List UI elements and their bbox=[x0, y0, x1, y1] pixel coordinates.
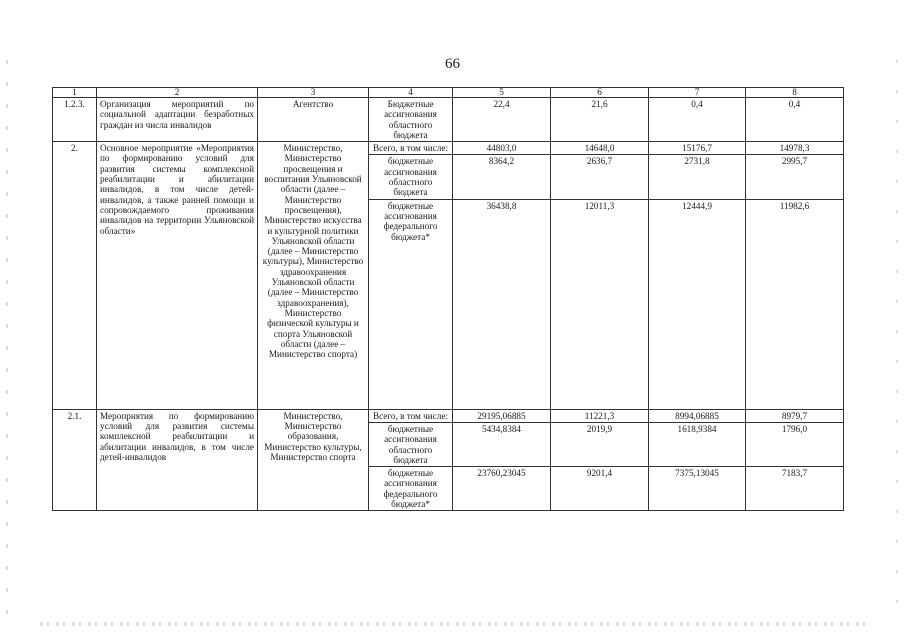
value-year-1: 11221,3 bbox=[551, 409, 649, 422]
table-row bbox=[53, 142, 844, 155]
row-number: 2. bbox=[53, 142, 97, 409]
scan-edge-left bbox=[6, 60, 8, 620]
value-total: 23760,23045 bbox=[453, 467, 551, 511]
activity-name: Организация мероприятий по социальной адаптации безработных граждан из числа инвалидов bbox=[97, 98, 258, 142]
column-header: 3 bbox=[258, 88, 369, 98]
column-header: 8 bbox=[746, 88, 844, 98]
column-header: 1 bbox=[53, 88, 97, 98]
scan-edge-right bbox=[896, 60, 898, 620]
funding-source: бюджетные ассигнования областного бюджета bbox=[369, 155, 453, 199]
value-year-3: 8979,7 bbox=[746, 409, 844, 422]
row-number: 2.1. bbox=[53, 409, 97, 511]
row-number: 1.2.3. bbox=[53, 98, 97, 142]
value-year-1: 12011,3 bbox=[551, 199, 649, 409]
funding-source: бюджетные ассигнования федерального бюджета* bbox=[369, 199, 453, 409]
value-year-1: 21,6 bbox=[551, 98, 649, 142]
funding-source: Всего, в том числе: bbox=[369, 142, 453, 155]
page-number: 66 bbox=[445, 56, 460, 72]
value-total: 8364,2 bbox=[453, 155, 551, 199]
value-year-3: 14978,3 bbox=[746, 142, 844, 155]
table-row bbox=[53, 98, 844, 142]
value-year-2: 12444,9 bbox=[649, 199, 746, 409]
value-total: 36438,8 bbox=[453, 199, 551, 409]
executor: Министерство, Министерство образования, Министерство культуры, Министерство спорта bbox=[258, 409, 369, 511]
activity-name: Мероприятия по формированию условий для развития системы комплексной реабилитации и абилитации инвалидов, в том числе детей-инвалидов bbox=[97, 409, 258, 511]
value-year-1: 9201,4 bbox=[551, 467, 649, 511]
funding-source: бюджетные ассигнования федерального бюджета* bbox=[369, 467, 453, 511]
value-total: 44803,0 bbox=[453, 142, 551, 155]
column-header: 7 bbox=[649, 88, 746, 98]
value-year-3: 7183,7 bbox=[746, 467, 844, 511]
value-year-2: 1618,9384 bbox=[649, 422, 746, 466]
column-header: 4 bbox=[369, 88, 453, 98]
funding-source: Бюджетные ассигнования областного бюджета bbox=[369, 98, 453, 142]
value-year-2: 7375,13045 bbox=[649, 467, 746, 511]
budget-table bbox=[52, 87, 844, 511]
funding-source: Всего, в том числе: bbox=[369, 409, 453, 422]
value-year-2: 8994,06885 bbox=[649, 409, 746, 422]
executor: Агентство bbox=[258, 98, 369, 142]
value-year-3: 11982,6 bbox=[746, 199, 844, 409]
value-year-1: 2636,7 bbox=[551, 155, 649, 199]
table-header-row bbox=[53, 88, 844, 98]
activity-name: Основное мероприятие «Мероприятия по формированию условий для развития системы комплексной реабилитации и абилитации инвалидов, в том числе детей-инвалидов, а также ранней помощи и сопровождаемого проживания инвалидов на территории Ульяновской области» bbox=[97, 142, 258, 409]
value-year-2: 2731,8 bbox=[649, 155, 746, 199]
executor: Министерство, Министерство просвещения и воспитания Ульяновской области (далее – Министерство просвещения), Министерство искусства и культурной политики Ульяновской области (далее – Министерство культуры), Министерство здравоохранения Ульяновской области (далее – Министерство здравоохранения), Министерство физической культуры и спорта Ульяновской области (далее – Министерство спорта) bbox=[258, 142, 369, 409]
value-year-3: 1796,0 bbox=[746, 422, 844, 466]
value-year-2: 0,4 bbox=[649, 98, 746, 142]
value-total: 22,4 bbox=[453, 98, 551, 142]
scan-artifact bbox=[40, 622, 870, 626]
value-year-1: 14648,0 bbox=[551, 142, 649, 155]
value-year-1: 2019,9 bbox=[551, 422, 649, 466]
value-year-2: 15176,7 bbox=[649, 142, 746, 155]
value-year-3: 0,4 bbox=[746, 98, 844, 142]
table-row bbox=[53, 409, 844, 422]
column-header: 2 bbox=[97, 88, 258, 98]
value-total: 5434,8384 bbox=[453, 422, 551, 466]
column-header: 6 bbox=[551, 88, 649, 98]
funding-source: бюджетные ассигнования областного бюджета bbox=[369, 422, 453, 466]
value-year-3: 2995,7 bbox=[746, 155, 844, 199]
column-header: 5 bbox=[453, 88, 551, 98]
value-total: 29195,06885 bbox=[453, 409, 551, 422]
